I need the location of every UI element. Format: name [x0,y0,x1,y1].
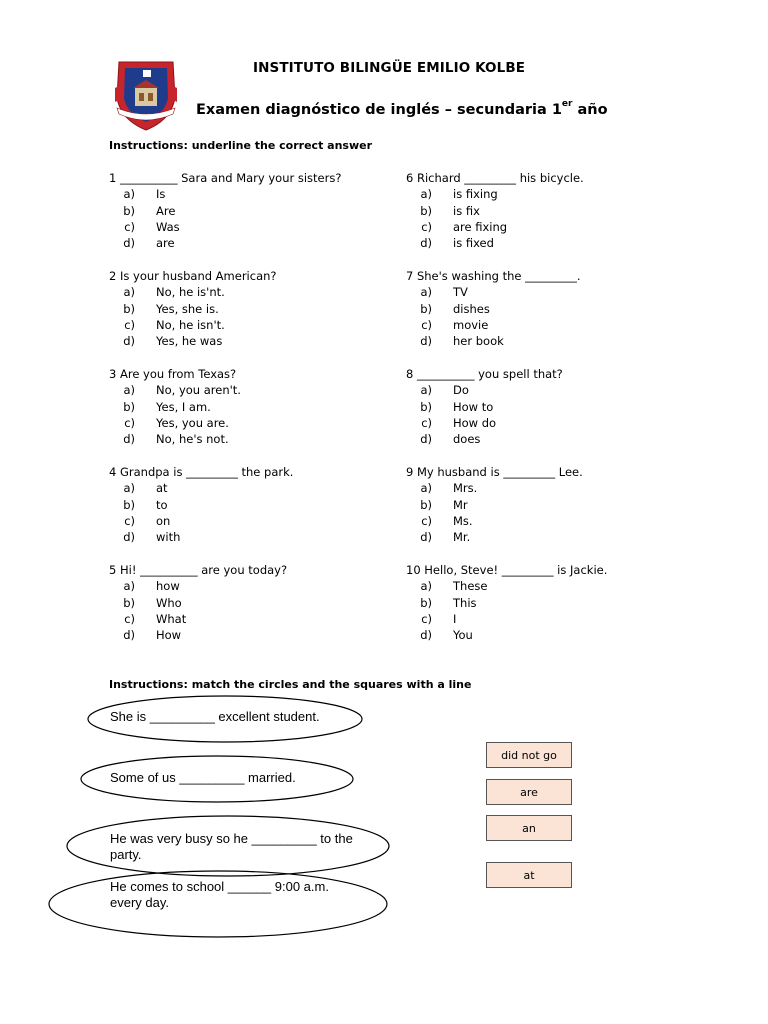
option-letter: b) [123,595,135,610]
option-text: is fix [453,203,480,218]
question-text: 9 My husband is _________ Lee. [406,465,583,479]
option-letter: d) [123,236,135,251]
exam-title-ordinal: er [561,99,573,109]
option-text: Who [156,595,182,610]
option-text: This [453,595,477,610]
question-text: 6 Richard _________ his bicycle. [406,171,584,185]
option-text: No, he's not. [156,432,229,447]
question-text: 2 Is your husband American? [109,269,277,283]
option-text: TV [453,285,468,300]
option-text: Yes, he was [156,334,223,349]
option-letter: c) [124,317,135,332]
option-text: to [156,497,168,512]
option-text: Is [156,187,166,202]
square-did-not-go[interactable]: did not go [486,742,572,768]
question-text: 10 Hello, Steve! _________ is Jackie. [406,563,608,577]
circle-sentence-4[interactable]: He comes to school ______ 9:00 a.m. every day. [110,879,329,910]
option-letter: b) [420,595,432,610]
option-text: Are [156,203,176,218]
option-letter: b) [123,301,135,316]
option-text: You [453,628,473,643]
option-letter: d) [420,236,432,251]
option-text: is fixed [453,236,494,251]
option-letter: d) [123,334,135,349]
question-text: 7 She's washing the _________. [406,269,581,283]
option-letter: c) [124,415,135,430]
school-name: INSTITUTO BILINGÜE EMILIO KOLBE [252,60,526,76]
question-text: 1 __________ Sara and Mary your sisters? [109,171,342,185]
option-text: dishes [453,301,490,316]
option-letter: b) [123,497,135,512]
circle-sentence-1[interactable]: She is _________ excellent student. [110,709,320,724]
option-text: What [156,611,187,626]
option-text: Yes, I am. [156,399,211,414]
circle-sentence-2[interactable]: Some of us _________ married. [110,770,296,785]
option-letter: c) [421,611,432,626]
circle-sentence-3[interactable]: He was very busy so he _________ to the party. [110,831,353,862]
option-letter: a) [123,579,135,594]
square-an[interactable]: an [486,815,572,841]
question-text: 8 __________ you spell that? [406,367,563,381]
option-text: I [453,611,457,626]
option-letter: d) [420,628,432,643]
option-letter: c) [421,317,432,332]
exam-title-end: año [572,101,608,118]
option-text: with [156,530,181,545]
option-text: Mr [453,497,468,512]
option-letter: a) [123,187,135,202]
option-letter: a) [123,383,135,398]
option-text: on [156,513,171,528]
option-letter: b) [420,399,432,414]
option-text: Ms. [453,513,473,528]
option-letter: b) [123,203,135,218]
option-letter: c) [421,513,432,528]
option-letter: a) [420,579,432,594]
instructions-underline: Instructions: underline the correct answer [109,139,373,152]
option-letter: b) [123,399,135,414]
option-text: How [156,628,182,643]
question-text: 5 Hi! __________ are you today? [109,563,288,577]
option-text: No, he isn't. [156,317,225,332]
option-text: Was [156,219,180,234]
option-letter: b) [420,301,432,316]
option-letter: c) [421,415,432,430]
option-text: is fixing [453,187,498,202]
option-letter: c) [421,219,432,234]
option-text: at [156,481,168,496]
option-letter: d) [420,530,432,545]
option-letter: c) [124,513,135,528]
instructions-match: Instructions: match the circles and the squares with a line [109,678,472,691]
option-letter: c) [124,219,135,234]
option-letter: a) [123,285,135,300]
option-letter: a) [123,481,135,496]
option-text: are fixing [453,219,508,234]
option-text: Do [453,383,469,398]
option-letter: d) [420,432,432,447]
option-text: How to [453,399,494,414]
exam-title-text: Examen diagnóstico de inglés – secundaria 1 [196,101,562,118]
option-letter: c) [124,611,135,626]
option-text: how [156,579,180,594]
option-letter: a) [420,481,432,496]
square-are[interactable]: are [486,779,572,805]
option-letter: b) [420,203,432,218]
option-text: her book [453,334,504,349]
option-text: does [453,432,481,447]
option-text: These [453,579,488,594]
option-text: No, he is'nt. [156,285,225,300]
question-text: 3 Are you from Texas? [109,367,237,381]
option-text: movie [453,317,489,332]
option-letter: b) [420,497,432,512]
question-text: 4 Grandpa is _________ the park. [109,465,294,479]
square-at[interactable]: at [486,862,572,888]
option-letter: d) [123,628,135,643]
option-text: Mr. [453,530,471,545]
option-letter: d) [123,432,135,447]
option-letter: a) [420,383,432,398]
option-text: No, you aren't. [156,383,241,398]
option-text: How do [453,415,497,430]
option-text: are [156,236,175,251]
option-letter: a) [420,285,432,300]
option-text: Yes, you are. [156,415,229,430]
option-text: Yes, she is. [156,301,219,316]
option-letter: d) [123,530,135,545]
option-letter: a) [420,187,432,202]
option-letter: d) [420,334,432,349]
option-text: Mrs. [453,481,478,496]
